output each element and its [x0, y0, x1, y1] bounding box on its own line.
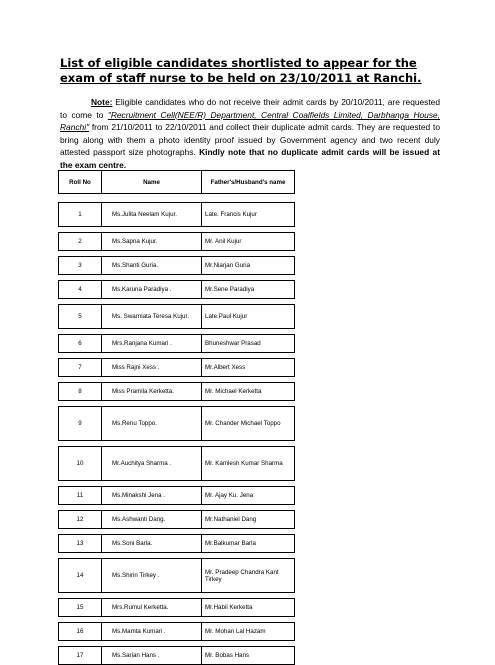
table-row: [59, 647, 295, 665]
cell-roll-no: 2: [59, 233, 102, 251]
cell-name: Mrs.Ranjana Kumari .: [102, 335, 202, 353]
note-bold-warning: Kindly note that no duplicate admit cards will be issued at the exam centre.: [60, 147, 440, 170]
candidates-table: [58, 170, 295, 665]
cell-roll-no: 7: [59, 359, 102, 377]
cell-roll-no: 4: [59, 281, 102, 299]
header-roll-no: Roll No: [59, 171, 102, 194]
cell-name: Ms.Ashwanti Dang.: [102, 511, 202, 529]
cell-father-name: Mr.Habil Kerketta: [202, 599, 295, 617]
table-row: [59, 559, 295, 593]
cell-father-name: Mr.Niarjan Guria: [202, 257, 295, 275]
cell-name: Ms. Swarnlata Teresa Kujur.: [102, 305, 202, 329]
cell-roll-no: 8: [59, 383, 102, 401]
cell-roll-no: 17: [59, 647, 102, 665]
cell-father-name: Mr. Michael Kerketta: [202, 383, 295, 401]
note-paragraph: [60, 96, 440, 172]
table-row: [59, 407, 295, 441]
cell-name: Ms.Sarian Hans .: [102, 647, 202, 665]
cell-name: Ms.Sapna Kujur.: [102, 233, 202, 251]
cell-father-name: Mr. Pradeep Chandra Kant Tirkey: [202, 559, 295, 593]
cell-roll-no: 12: [59, 511, 102, 529]
cell-father-name: Late. Francis Kujur: [202, 203, 295, 227]
cell-father-name: Mr.Sene Paradiya: [202, 281, 295, 299]
cell-father-name: Late.Paul Kujur: [202, 305, 295, 329]
table-row: [59, 511, 295, 529]
note-text-2: from 21/10/2011 to 22/10/2011 and collect their duplicate admit cards. They are requested to bring along with them a photo identity proof issued by Government agency and two recent duly attested passport size photographs.: [60, 122, 440, 158]
cell-roll-no: 14: [59, 559, 102, 593]
cell-roll-no: 1: [59, 203, 102, 227]
header-father-name: Father's/Husband's name: [202, 171, 295, 194]
cell-father-name: Mr. Mohan Lal Hazam: [202, 623, 295, 641]
header-name: Name: [102, 171, 202, 194]
cell-roll-no: 13: [59, 535, 102, 553]
cell-father-name: Mr.Albert Xess: [202, 359, 295, 377]
table-row: [59, 383, 295, 401]
table-row: [59, 623, 295, 641]
cell-father-name: Mr. Bobas Hans: [202, 647, 295, 665]
note-label: Note:: [91, 97, 113, 107]
table-row: [59, 359, 295, 377]
cell-name: Mr.Auchitya Sharma .: [102, 447, 202, 481]
cell-roll-no: 3: [59, 257, 102, 275]
table-row: [59, 335, 295, 353]
cell-name: Mrs.Rumul Kerketta.: [102, 599, 202, 617]
table-header-row: [59, 171, 295, 194]
table-row: [59, 257, 295, 275]
table-body: [59, 194, 295, 665]
cell-name: Ms.Minakshi Jena .: [102, 487, 202, 505]
cell-father-name: Mr. Anil Kujur: [202, 233, 295, 251]
cell-father-name: Bhuneshwar Prasad: [202, 335, 295, 353]
cell-name: Miss Pramila Kerketta.: [102, 383, 202, 401]
table-row: [59, 203, 295, 227]
cell-father-name: Mr. Ajay Ku. Jena: [202, 487, 295, 505]
cell-roll-no: 15: [59, 599, 102, 617]
cell-roll-no: 11: [59, 487, 102, 505]
cell-roll-no: 6: [59, 335, 102, 353]
cell-father-name: Mr.Balkumar Barla: [202, 535, 295, 553]
cell-roll-no: 10: [59, 447, 102, 481]
row-spacer: [59, 194, 295, 203]
cell-name: Ms.Mamta Kumari .: [102, 623, 202, 641]
cell-name: Ms.Karuna Paradiya .: [102, 281, 202, 299]
table-row: [59, 487, 295, 505]
table-row: [59, 281, 295, 299]
cell-name: Ms.Julita Neelam Kujur.: [102, 203, 202, 227]
row-spacer-cell: [59, 194, 295, 203]
table-row: [59, 535, 295, 553]
table-row: [59, 599, 295, 617]
cell-father-name: Mr.Nathaniel Dang: [202, 511, 295, 529]
table-row: [59, 447, 295, 481]
note-text-1: Eligible candidates who do not receive their admit cards by 20/10/2011, are requested to come to: [60, 97, 440, 120]
document-title: List of eligible candidates shortlisted to appear for the exam of staff nurse to be held on 23/10/2011 at Ranchi.: [60, 56, 422, 85]
cell-name: Miss Rajni Xess .: [102, 359, 202, 377]
cell-name: Ms.Renu Toppo.: [102, 407, 202, 441]
cell-father-name: Mr. Chander Michael Toppo: [202, 407, 295, 441]
cell-name: Ms.Shanti Guria.: [102, 257, 202, 275]
note-address: "Recruitment Cell(NEE/R) Department, Central Coalfields Limited, Darbhanga House, Ranchi": [60, 109, 440, 133]
cell-name: Ms.Soni Barla.: [102, 535, 202, 553]
cell-roll-no: 16: [59, 623, 102, 641]
cell-roll-no: 9: [59, 407, 102, 441]
cell-name: Ms.Shirin Tirkey .: [102, 559, 202, 593]
cell-roll-no: 5: [59, 305, 102, 329]
table-row: [59, 305, 295, 329]
cell-father-name: Mr. Kamlesh Kumar Sharma: [202, 447, 295, 481]
table-row: [59, 233, 295, 251]
